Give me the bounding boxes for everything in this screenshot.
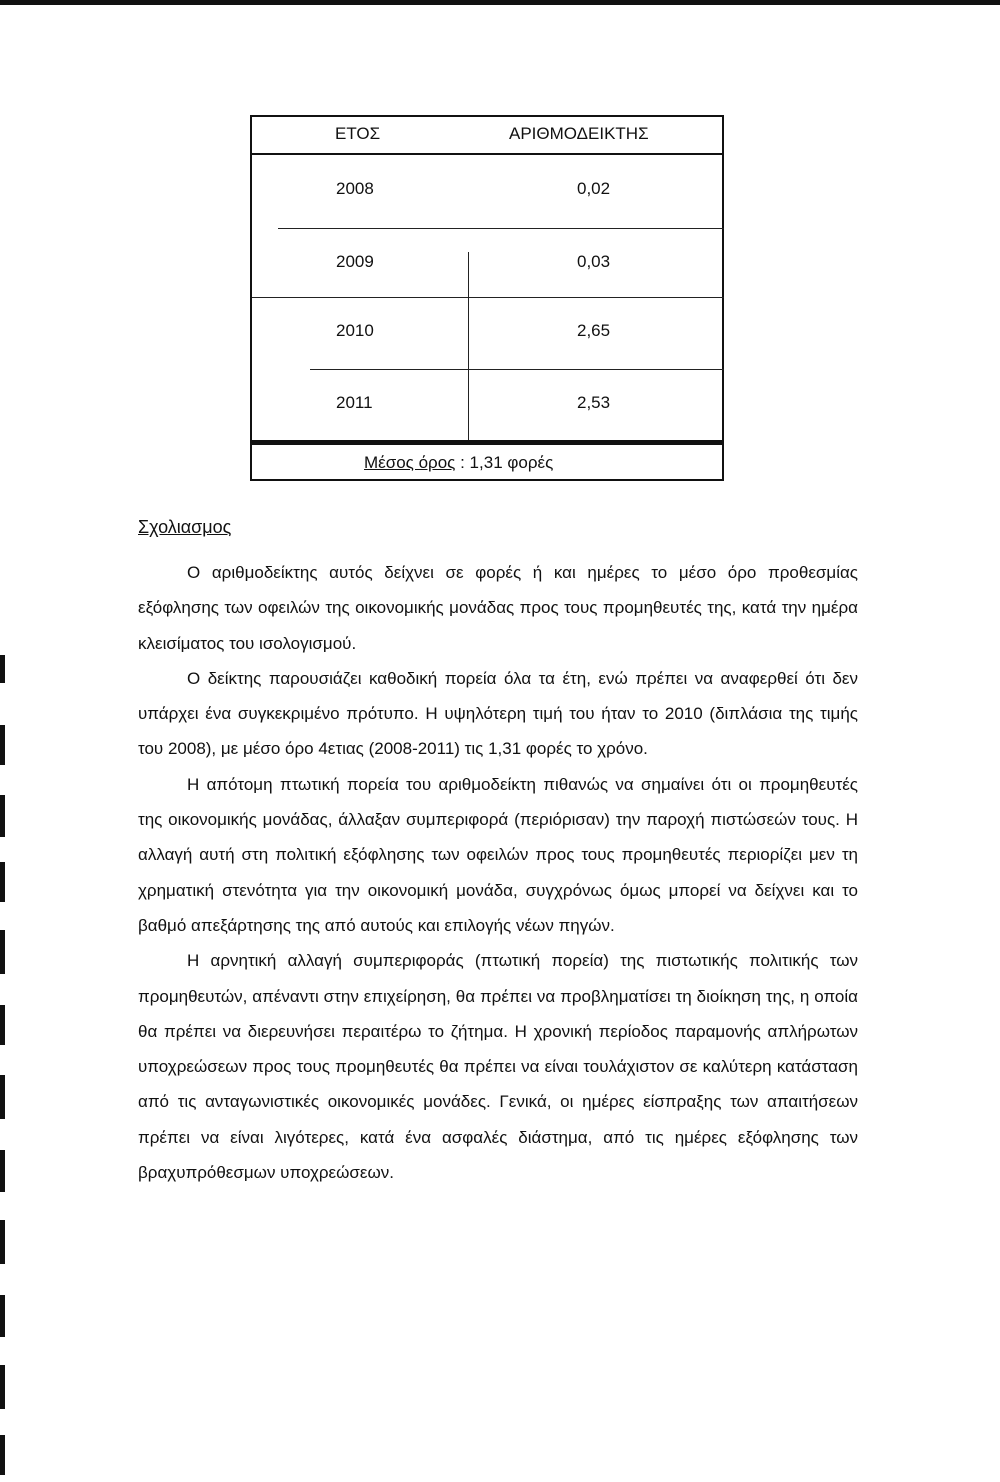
average-row [250, 442, 724, 481]
table-header-divider [250, 153, 724, 155]
scan-margin-mark [0, 795, 5, 837]
scan-margin-mark [0, 725, 5, 765]
scan-margin-mark [0, 1295, 5, 1337]
scan-margin-mark [0, 1075, 5, 1119]
cell-ratio: 2,65 [577, 321, 611, 340]
scan-margin-mark [0, 862, 5, 902]
paragraph: Η αρνητική αλλαγή συμπεριφοράς (πτωτική πορεία) της πιστωτικής πολιτικής των προμηθευτών, απέναντι στην επιχείρηση, θα πρέπει να προβληματίσει τη διοίκηση της, η οποία θα πρέπει να διερευνήσει περαιτέρω το ζήτημα. Η χρονική περίοδος παραμονής απλήρωτων υποχρεώσεων προς τους προμηθευτές θα πρέπει να είναι τουλάχιστον σε καλύτερη κατάσταση από τις ανταγωνιστικές οικονομικές μονάδες. Γενικά, οι ημέρες είσπραξης των απαιτήσεων πρέπει να είναι λιγότερες, κατά ένα ασφαλές διάστημα, από τις ημέρες εξόφλησης των βραχυπρόθεσμων υποχρεώσεων. [138, 951, 858, 1183]
paragraph: Ο δείκτης παρουσιάζει καθοδική πορεία όλα τα έτη, ενώ πρέπει να αναφερθεί ότι δεν υπάρχει ένα συγκεκριμένο πρότυπο. Η υψηλότερη τιμή του ήταν το 2010 (διπλάσια της τιμής του 2008), με μέσο όρο 4ετιας (2008-2011) τις 1,31 φορές το χρόνο. [138, 668, 858, 759]
scan-margin-mark [0, 1005, 5, 1045]
row-divider [252, 297, 724, 298]
cell-year: 2011 [336, 393, 373, 412]
row-divider [310, 369, 724, 370]
scan-top-edge [0, 0, 1000, 5]
scan-margin-mark [0, 655, 5, 683]
row-divider [278, 228, 724, 229]
column-divider [468, 252, 469, 440]
paragraph: Η απότομη πτωτική πορεία του αριθμοδείκτη πιθανώς να σημαίνει ότι οι προμηθευτές της οικονομικής μονάδας, άλλαξαν συμπεριφορά (περιόρισαν) την παροχή πιστώσεών τους. Η αλλαγή αυτή στη πολιτική εξόφλησης των οφειλών προς τους προμηθευτές περιορίζει μεν τη χρηματική στενότητα για την οικονομική μονάδα, συγχρόνως όμως μπορεί να δείχνει και το βαθμό απεξάρτησης της από αυτούς και επιλογής νέων πηγών. [138, 774, 858, 935]
scan-margin-mark [0, 1220, 5, 1264]
scan-margin-mark [0, 1435, 5, 1475]
cell-ratio: 0,02 [577, 179, 611, 198]
scan-margin-mark [0, 1365, 5, 1409]
average-text [364, 453, 553, 473]
paragraph: Ο αριθμοδείκτης αυτός δείχνει σε φορές ή και ημέρες το μέσο όρο προθεσμίας εξόφλησης των οφειλών της οικονομικής μονάδας προς τους προμηθευτές της, κατά την ημέρα κλεισίματος του ισολογισμού. [138, 563, 858, 653]
average-value: : 1,31 φορές [460, 453, 554, 472]
cell-year: 2009 [336, 252, 374, 271]
cell-ratio: 0,03 [577, 252, 611, 271]
cell-year: 2010 [336, 321, 374, 340]
commentary-title: Σχολιασμος [138, 517, 232, 537]
scan-margin-mark [0, 1150, 5, 1192]
column-header-ratio: ΑΡΙΘΜΟΔΕΙΚΤΗΣ [509, 124, 649, 143]
cell-year: 2008 [336, 179, 374, 198]
scan-margin-mark [0, 930, 5, 974]
average-label: Μέσος όρος [364, 453, 456, 472]
commentary-body [138, 555, 858, 1190]
table-frame [250, 115, 724, 442]
column-header-year: ΕΤΟΣ [335, 124, 381, 143]
cell-ratio: 2,53 [577, 393, 611, 412]
